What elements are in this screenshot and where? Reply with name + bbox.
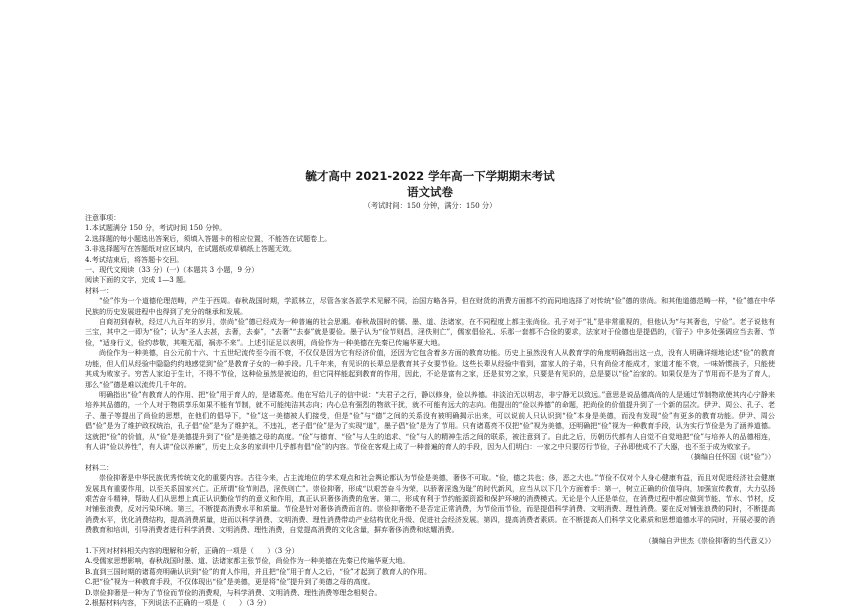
question-1-option: C.把“俭”视为一种教育手段，不仅体现出“俭”是美德，更是将“俭”提升到了美德之母的高度。 <box>85 577 375 587</box>
note-item: 4.考试结束后，将答题卡交回。 <box>85 254 184 264</box>
material-2-source: （摘编自尹世杰《崇俭抑奢的当代意义》） <box>644 535 775 545</box>
material-1-paragraph: “俭”作为一个道德伦理范畴，产生于西周。春秋战国时期，学派林立，尽管各家各派学术见解不同，治国方略各异，但在财货的消费方面都不约而同地选择了对传统“俭”德的崇尚。和其他道德范畴一样，“俭”德在中华民族的历史发展进程中也得到了充分的继承和发展。 <box>85 296 775 316</box>
note-item: 2.选择题的每小题选出答案后，须填入答题卡的相应位置，不能答在试题卷上。 <box>85 233 332 243</box>
question-1: 1.下列对材料相关内容的理解和分析，正确的一项是（ ）（3 分） <box>85 546 299 555</box>
note-item: 1.本试题满分 150 分，考试时间 150 分钟。 <box>85 223 227 233</box>
material-1-paragraph: 自商初到春秋，经过八九百年的岁月，崇尚“俭”德已经成为一种普遍的社会思潮。春秋战国时的儒、墨、道、法诸家，在不同程度上都主张尚俭。孔子对于“礼”是非常重视的，但他认为“与其奢也，宁俭”。老子说他有三宝，其中之一即为“俭”；认为“圣人去甚，去奢，去泰”，“去奢”“去泰”就是要俭。墨子认为“俭节则昌，淫佚则亡”，儒家倡俭礼、乐那一套都不合俭的要求，法家对于俭德也是提倡的，《管子》中多处强调应当去奢、节俭，“适身行义，俭约恭敬，其唯无福，祸亦不来”。上述引证足以表明，尚俭作为一种美德在先秦已传遍华夏大地。 <box>85 317 775 347</box>
note-item: 3.非选择题写在答题纸对应区域内，在试题纸或草稿纸上答题无效。 <box>85 244 297 254</box>
material-1-label: 材料一： <box>85 285 114 295</box>
question-2: 2.根据材料内容，下列说法不正确的一项是（ ）（3 分） <box>85 598 271 608</box>
material-1-paragraph: 明确指出“俭”有教育人的作用、把“俭”用于育人的，是诸葛亮。他在写给儿子的信中说：“夫君子之行，静以修身，俭以养德。非淡泊无以明志，非宁静无以致远。”意思是说品德高尚的人是通过节制物欲使其内心宁静来培养其品德的，一个人对于物质享乐如果不能有节制，就不可能纯洁其志向；内心总有强烈的物欲干扰，就不可能有远大的志向。他提出的“俭以养德”的命题，把尚俭的价值提升到了一个新的层次。伊尹、周公、孔子、老子、墨子等提出了尚俭的思想，在他们的倡导下，“俭”这一美德被人们接受，但是“俭”与“德”之间的关系没有被明确揭示出来，可以说前人只认识到“俭”本身是美德，而没有发现“俭”有更多的教育功能。伊尹、周公倡“俭”是为了维护政权统治，孔子倡“俭”是为了维护礼，不违礼，老子倡“俭”是为了实现“道”，墨子倡“俭”是为了节用。只有诸葛亮不仅把“俭”视为美德，还明确把“俭”视为一种教育手段，认为实行节俭是为了涵养道德。这就把“俭”的价值，从“俭”是美德提升到了“俭”是美德之母的高度。“俭”与德育、“俭”与人生的追求、“俭”与人的精神生活之间的联系，被注意到了。自此之后，历朝历代都有人自觉不自觉地把“俭”与培养人的品德相连，有人讲“俭以养性”，有人讲“俭以养廉”，历史上众多的家训中几乎都有倡“俭”的内容。节俭在客观上成了一种普遍的育人的手段，因为人们明白：一家之中只要厉行节俭，子孙即使成不了大器，也不至于成为败家子。 <box>85 389 775 451</box>
question-1-option: A.受儒家思想影响，春秋战国时墨、道、法诸家都主张节俭，尚俭作为一种美德在先秦已传遍华夏大地。 <box>85 556 410 566</box>
question-1-option: B.直到三国时期的诸葛亮明确认识到“俭”的育人作用，并且把“俭”用于育人之后，“俭”才起到了教育人的作用。 <box>85 566 432 576</box>
exam-title: 毓才高中 2021-2022 学年高一下学期期末考试 <box>305 169 555 183</box>
material-1-source: （摘编自任怀国《说“俭”》） <box>686 452 775 462</box>
material-2-label: 材料二： <box>85 462 114 472</box>
notes-heading: 注意事项： <box>85 213 121 222</box>
exam-info: （考试时间：150 分钟，满分：150 分） <box>363 201 497 210</box>
section-heading: 一、现代文阅读（33 分）(一)（本题共 3 小题，9 分） <box>85 265 259 275</box>
exam-content <box>85 213 775 608</box>
material-1-paragraph: 尚俭作为一种美德，自公元前十六、十五世纪流传至今而不衰，不仅仅是因为它有经济价值，还因为它包含着多方面的教育功能。历史上虽然没有人从教育学的角度明确指出这一点，没有人明确详细地论述“俭”的教育功能，但人们从经验中隐隐约约地感觉到“俭”是教育子女的一种手段。几千年来，有见识的长辈总是教育其子女要节俭。这些长辈从经验中看到，富家人的子弟，只有尚俭才能成才，家道才能不衰，一味娇惯孩子，只能使其成为败家子。穷苦人家迫于生计，不得不节俭，这种俭虽然是被迫的，但它同样能起到教育的作用，因此，不论是富有之家，还是贫穷之家，只要是有见识的，总是要以“俭”治家的。如果仅是为了节用而不是为了育人，那么“俭”德是难以流传几千年的。 <box>85 348 775 389</box>
material-2-paragraph: 崇俭抑奢是中华民族优秀传统文化的重要内容。古往今来，占主流地位的学术观点和社会舆论都认为节俭是美德，奢侈不可取。“俭，德之共也；侈，恶之大也。”节俭不仅对个人身心健康有益，而且对促进经济社会健康发展具有重要作用，以至关系国家兴亡。正所谓“俭节则昌，淫佚则亡”。崇俭抑奢，形成“以艰苦奋斗为荣，以骄奢淫逸为耻”的时代新风，应当从以下几个方面着手：第一，树立正确的价值导向，加强宣传教育，大力弘扬艰苦奋斗精神，帮助人们从思想上真正认识勤俭节约的意义和作用，真正认识奢侈消费的危害。第二，形成有利于节约能源资源和保护环境的消费模式。无论是个人还是单位，在消费过程中都应做到节能、节水、节材，反对铺张浪费，反对污染环境。第三，不断提高消费水平和质量。节俭是针对奢侈消费而言的。崇俭抑奢绝不是否定正常消费，为节俭而节俭，而是提倡科学消费、文明消费、理性消费。要在反对铺张浪费的同时，不断提高消费水平，优化消费结构，提高消费质量，进而以科学消费、文明消费、理性消费带动产业结构优化升级、促进社会经济发展。第四，提高消费者素质。在不断提高人们科学文化素质和思想道德水平的同时，开展必要的消费教育和培训，引导消费者进行科学消费、文明消费、理性消费，自觉提高消费的文化含量，摒弃奢侈消费和炫耀消费。 <box>85 473 775 535</box>
section-instruction: 阅读下面的文字，完成 1—3 题。 <box>85 275 191 285</box>
question-1-option: D.崇俭抑奢是一种为了节俭而节俭的消费观，与科学消费、文明消费、理性消费等理念相契合。 <box>85 587 382 597</box>
exam-subtitle: 语文试卷 <box>407 185 453 199</box>
